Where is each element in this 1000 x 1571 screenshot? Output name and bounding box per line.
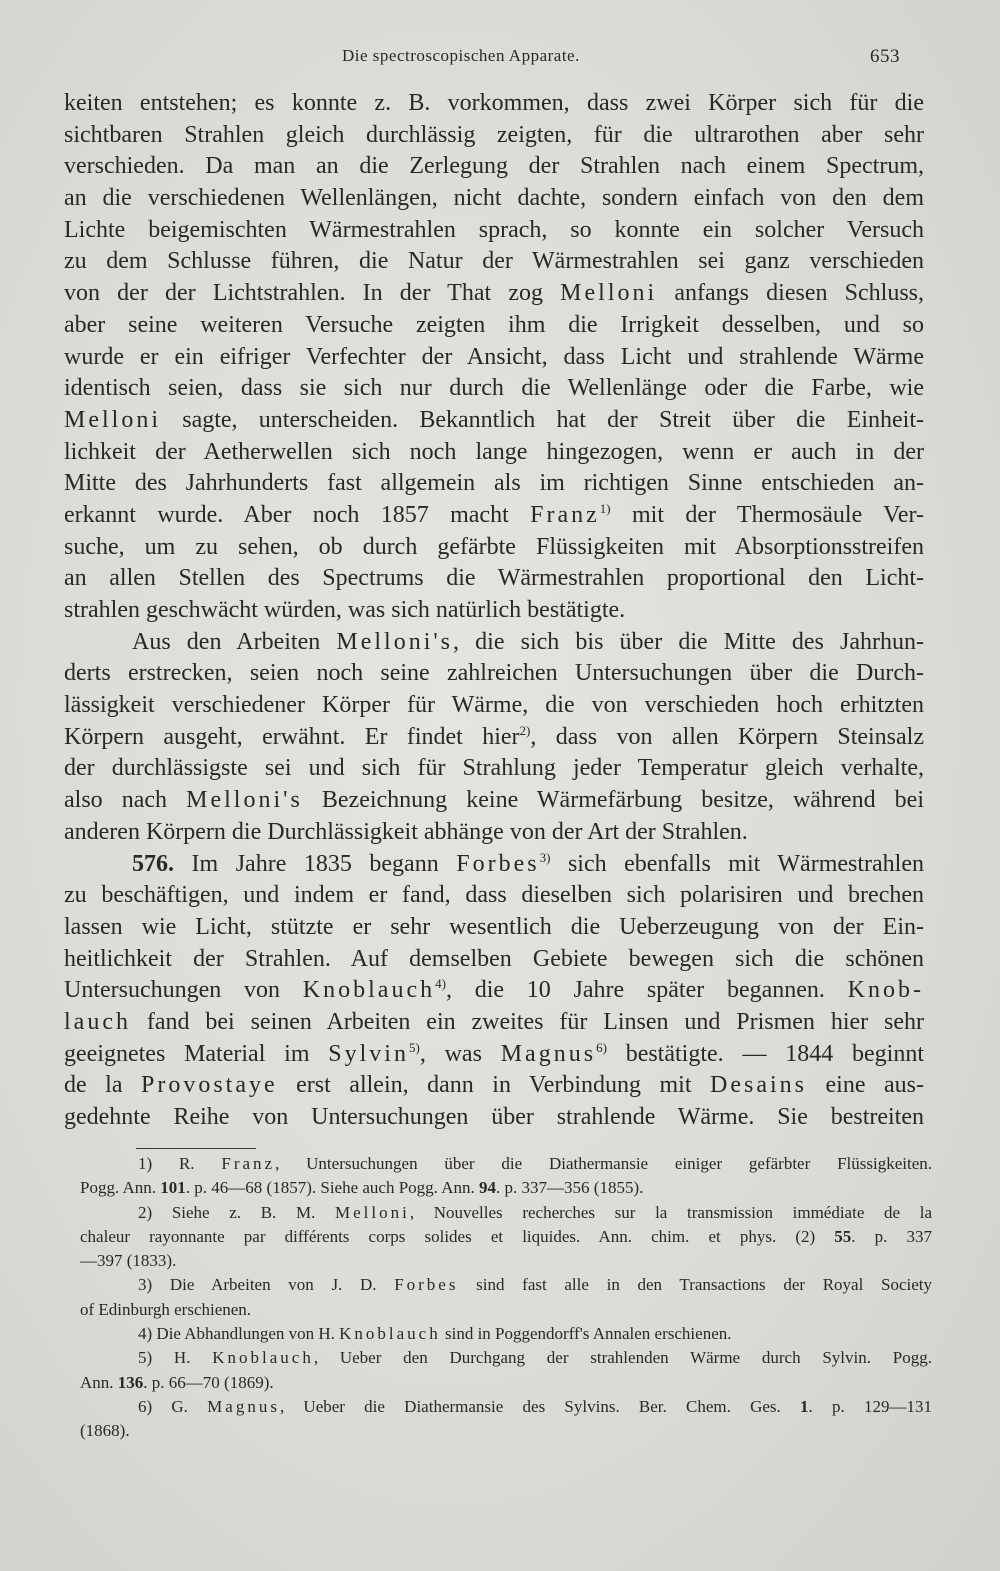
spaced-name: Desains xyxy=(710,1072,808,1099)
text-run: . p. 46—68 (1857). Siehe auch Pogg. Ann. xyxy=(185,1178,480,1198)
text-run: lichkeit der Aetherwellen sich noch lange hingezogen, wenn er auch in der xyxy=(64,438,924,465)
text-run: sichtbaren Strahlen gleich durchlässig zeigten, für die ultrarothen aber sehr xyxy=(64,121,924,148)
text-run: lassen wie Licht, stützte er sehr wesentlich die Ueberzeugung von der Ein- xyxy=(64,913,924,940)
text-run: sich ebenfalls mit Wärmestrahlen xyxy=(550,850,924,877)
text-run: gedehnte Reihe von Untersuchungen über strahlende Wärme. Sie bestreiten xyxy=(64,1104,924,1130)
text-run: of Edinburgh erschienen. xyxy=(80,1299,252,1319)
footnote-reference: 2) xyxy=(519,722,531,738)
footnote-line xyxy=(80,1371,932,1395)
footnote-line xyxy=(80,1419,932,1443)
text-line xyxy=(64,690,924,722)
text-line xyxy=(64,595,924,627)
text-run: von der der Lichtstrahlen. In der That zog xyxy=(64,280,561,307)
spaced-name: Provostaye xyxy=(140,1072,278,1099)
text-run: . p. 337 xyxy=(851,1226,932,1246)
spaced-name: Knoblauch xyxy=(212,1348,314,1368)
text-run: also nach xyxy=(64,787,187,814)
text-line xyxy=(64,944,924,976)
text-run: verschieden. Da man an die Zerlegung der Strahlen nach einem Spectrum, xyxy=(64,153,924,180)
spaced-name: Magnus xyxy=(207,1396,280,1416)
main-text xyxy=(64,88,924,1134)
text-run: , was xyxy=(419,1040,501,1067)
footnote-line xyxy=(80,1322,932,1346)
spaced-name: Magnus xyxy=(500,1040,597,1067)
text-line xyxy=(64,215,924,247)
text-run: , die sich bis über die Mitte des Jahrhun- xyxy=(453,628,924,655)
spaced-name: Melloni xyxy=(64,406,161,433)
text-run: , Ueber den Durchgang der strahlenden Wärme durch Sylvin. Pogg. xyxy=(313,1348,932,1368)
text-run: fand bei seinen Arbeiten ein zweites für Linsen und Prismen hier sehr xyxy=(130,1008,924,1035)
text-run: identisch seien, dass sie sich nur durch die Wellenlänge oder die Farbe, wie xyxy=(64,375,924,402)
text-run: . p. 129—131 xyxy=(808,1396,932,1416)
text-line xyxy=(64,627,924,659)
spaced-name: Forbes xyxy=(394,1275,459,1295)
footnote-line xyxy=(80,1225,932,1249)
text-line xyxy=(64,532,924,564)
bold-text: 1 xyxy=(800,1396,809,1416)
text-run: mit der Thermosäule Ver- xyxy=(610,501,924,528)
text-run: strahlen geschwächt würden, was sich natürlich bestätigte. xyxy=(64,597,626,623)
text-run: , Untersuchungen über die Diathermansie einiger gefärbter Flüssigkeiten. xyxy=(275,1154,932,1173)
footnote-line xyxy=(80,1395,932,1419)
text-line xyxy=(64,246,924,278)
running-header xyxy=(0,46,1000,76)
text-line xyxy=(64,1102,924,1134)
text-line xyxy=(64,437,924,469)
bold-text: 94 xyxy=(479,1178,497,1198)
bold-text: 101 xyxy=(160,1178,186,1198)
text-run: Lichte beigemischten Wärmestrahlen sprach, so konnte ein solcher Versuch xyxy=(64,216,924,243)
text-line xyxy=(64,500,924,532)
text-run: , Ueber die Diathermansie des Sylvins. Ber. Chem. Ges. xyxy=(279,1396,801,1416)
text-run: 2) Siehe z. B. M. xyxy=(138,1202,335,1222)
footnote-line xyxy=(80,1273,932,1297)
text-run: eine aus- xyxy=(807,1072,924,1099)
footnote-line xyxy=(80,1249,932,1273)
text-run: . p. 66—70 (1869). xyxy=(143,1372,274,1392)
text-run: erkannt wurde. Aber noch 1857 macht xyxy=(64,501,531,528)
text-run: aber seine weiteren Versuche zeigten ihm die Irrigkeit desselben, und so xyxy=(64,311,924,338)
footnote-line xyxy=(80,1176,932,1200)
text-line xyxy=(64,849,924,881)
footnote-line xyxy=(80,1152,932,1176)
text-line xyxy=(64,151,924,183)
spaced-name: lauch xyxy=(64,1008,131,1035)
text-run: zu dem Schlusse führen, die Natur der Wärmestrahlen sei ganz verschieden xyxy=(64,248,924,275)
text-run: Untersuchungen von xyxy=(64,977,303,1004)
text-run: —397 (1833). xyxy=(80,1251,177,1271)
text-run: 4) Die Abhandlungen von H. xyxy=(138,1324,340,1344)
page-number: 653 xyxy=(870,46,900,67)
text-run: , dass von allen Körpern Steinsalz xyxy=(530,723,924,750)
text-run: heitlichkeit der Strahlen. Auf demselben Gebiete bewegen sich die schönen xyxy=(64,945,924,972)
text-line xyxy=(64,278,924,310)
bold-text: 136 xyxy=(117,1372,144,1392)
footnote-reference: 3) xyxy=(539,849,551,865)
text-run: zu beschäftigen, und indem er fand, dass dieselben sich polarisiren und brechen xyxy=(64,882,924,909)
footnote-line xyxy=(80,1346,932,1370)
text-line xyxy=(64,373,924,405)
text-line xyxy=(64,975,924,1007)
text-run: anfangs diesen Schluss, xyxy=(657,280,925,307)
text-run: bestätigte. — 1844 beginnt xyxy=(606,1040,925,1067)
text-line xyxy=(64,183,924,215)
text-line xyxy=(64,563,924,595)
text-run: sind in Poggendorff's Annalen erschienen. xyxy=(440,1324,732,1344)
text-run: lässigkeit verschiedener Körper für Wärme, die von verschieden hoch erhitzten xyxy=(64,692,924,719)
text-line xyxy=(64,1070,924,1102)
text-run: Aus den Arbeiten xyxy=(132,628,337,655)
footnote-line xyxy=(80,1201,932,1225)
text-line xyxy=(64,468,924,500)
text-line xyxy=(64,342,924,374)
spaced-name: Forbes xyxy=(456,850,540,877)
footnote-reference: 5) xyxy=(408,1039,420,1055)
spaced-name: Sylvin xyxy=(328,1040,409,1067)
text-run: sind fast alle in den Transactions der Royal Society xyxy=(458,1275,932,1295)
text-run: , die 10 Jahre später begannen. xyxy=(445,977,848,1004)
text-run: (1868). xyxy=(80,1421,130,1441)
text-run: suche, um zu sehen, ob durch gefärbte Flüssigkeiten mit Absorptionsstreifen xyxy=(64,533,924,560)
footnote-reference: 1) xyxy=(599,500,611,516)
text-line xyxy=(64,722,924,754)
text-run: , Nouvelles recherches sur la transmission immédiate de la xyxy=(409,1202,932,1222)
text-run: Mitte des Jahrhunderts fast allgemein als im richtigen Sinne entschieden an- xyxy=(64,470,924,497)
bold-text: 576. xyxy=(132,850,174,877)
footnote-separator xyxy=(136,1148,256,1149)
text-run: der durchlässigste sei und sich für Strahlung jeder Temperatur gleich verhalte, xyxy=(64,755,924,782)
text-line xyxy=(64,310,924,342)
footnote-reference: 6) xyxy=(596,1039,607,1055)
text-run: 1) R. xyxy=(138,1154,222,1173)
text-line xyxy=(64,88,924,120)
text-run: 6) G. xyxy=(138,1396,208,1416)
text-line xyxy=(64,1007,924,1039)
text-line xyxy=(64,405,924,437)
spaced-name: Melloni xyxy=(560,280,658,307)
text-run: chaleur rayonnante par différents corps solides et liquides. Ann. chim. et phys. (2) xyxy=(80,1226,835,1246)
text-run: Körpern ausgeht, erwähnt. Er findet hier xyxy=(64,723,520,750)
text-line xyxy=(64,120,924,152)
text-run: 5) H. xyxy=(138,1348,213,1368)
spaced-name: Melloni's xyxy=(336,628,454,655)
text-run: erst allein, dann in Verbindung mit xyxy=(277,1072,711,1099)
text-run: derts erstrecken, seien noch seine zahlreichen Untersuchungen über die Durch- xyxy=(64,660,924,687)
text-run: keiten entstehen; es konnte z. B. vorkommen, dass zwei Körper sich für die xyxy=(64,90,924,116)
text-run: an die verschiedenen Wellenlängen, nicht dachte, sondern einfach von den dem xyxy=(64,185,924,212)
text-run: . p. 337—356 (1855). xyxy=(496,1178,644,1198)
text-line xyxy=(64,753,924,785)
text-run: 3) Die Arbeiten von J. D. xyxy=(138,1275,395,1295)
text-line xyxy=(64,785,924,817)
text-line xyxy=(64,912,924,944)
spaced-name: Knob- xyxy=(847,977,924,1004)
text-line xyxy=(64,1039,924,1071)
text-run: an allen Stellen des Spectrums die Wärmestrahlen proportional den Licht- xyxy=(64,565,924,592)
bold-text: 55 xyxy=(834,1226,852,1246)
text-run: Im Jahre 1835 begann xyxy=(174,850,457,877)
spaced-name: Knoblauch xyxy=(339,1324,441,1344)
footnote-line xyxy=(80,1298,932,1322)
text-run: geeignetes Material im xyxy=(64,1040,329,1067)
text-run: Pogg. Ann. xyxy=(80,1178,161,1198)
footnotes xyxy=(80,1152,932,1444)
text-run: Ann. xyxy=(80,1372,118,1392)
text-run: wurde er ein eifriger Verfechter der Ansicht, dass Licht und strahlende Wärme xyxy=(64,343,924,370)
text-run: de la xyxy=(64,1072,141,1099)
text-run: Bezeichnung keine Wärmefärbung besitze, während bei xyxy=(302,787,924,814)
spaced-name: Franz xyxy=(530,501,600,528)
footnote-reference: 4) xyxy=(435,976,446,992)
spaced-name: Melloni's xyxy=(186,787,303,814)
text-line xyxy=(64,880,924,912)
spaced-name: Knoblauch xyxy=(302,977,436,1004)
text-line xyxy=(64,817,924,849)
text-run: sagte, unterscheiden. Bekanntlich hat der Streit über die Einheit- xyxy=(161,406,924,433)
spaced-name: Melloni xyxy=(334,1202,410,1222)
running-title: Die spectroscopischen Apparate. xyxy=(342,46,580,65)
text-run: anderen Körpern die Durchlässigkeit abhänge von der Art der Strahlen. xyxy=(64,818,748,845)
text-line xyxy=(64,658,924,690)
spaced-name: Franz xyxy=(221,1154,276,1173)
